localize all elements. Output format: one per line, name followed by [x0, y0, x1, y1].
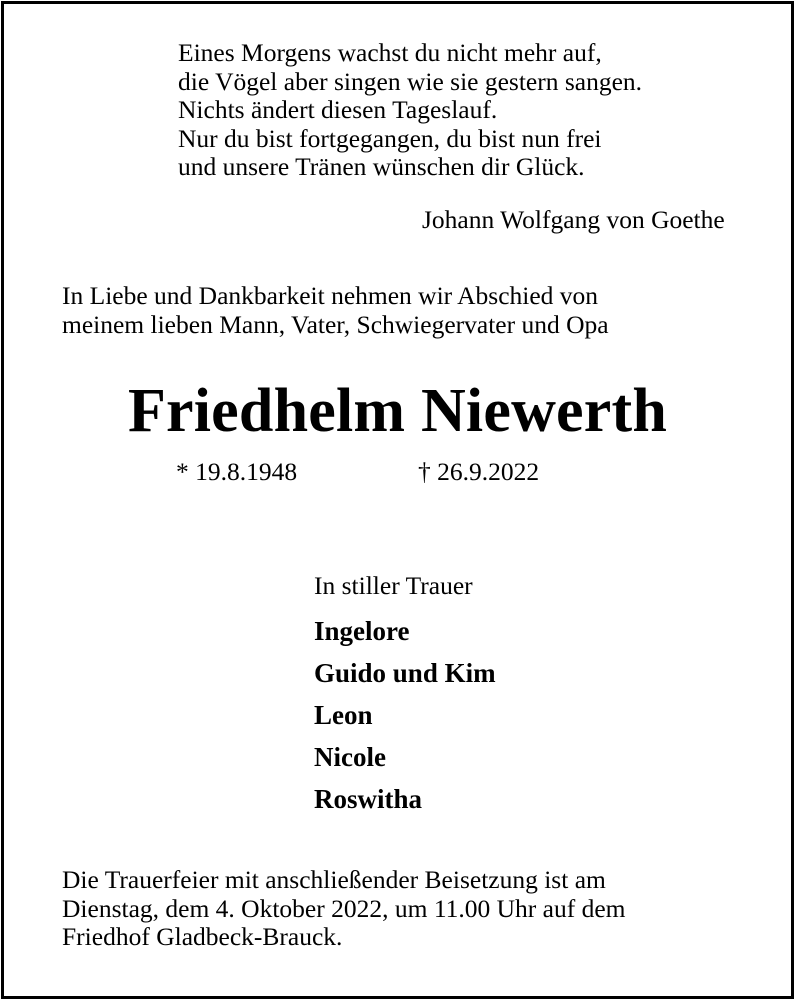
poem-line: Nichts ändert diesen Tageslauf. [178, 95, 498, 124]
poem-author: Johann Wolfgang von Goethe [422, 205, 725, 234]
poem-line: Nur du bist fortgegangen, du bist nun frei [178, 123, 602, 153]
death-date: † 26.9.2022 [418, 457, 540, 486]
funeral-line: Dienstag, dem 4. Oktober 2022, um 11.00 Uhr auf dem [62, 893, 626, 923]
mourner-name: Ingelore [314, 616, 410, 646]
mourner-name: Leon [314, 700, 373, 730]
funeral-line: Die Trauerfeier mit anschließender Beisetzung ist am [62, 865, 606, 894]
poem-line: Eines Morgens wachst du nicht mehr auf, [178, 38, 602, 67]
mourners-label: In stiller Trauer [314, 571, 473, 600]
mourner-name: Nicole [314, 742, 386, 772]
intro-text [62, 282, 609, 339]
intro-line: In Liebe und Dankbarkeit nehmen wir Abschied von [62, 281, 599, 310]
deceased-name: Friedhelm Niewerth [127, 377, 668, 445]
mourner-name: Roswitha [314, 784, 423, 814]
poem-line: die Vögel aber singen wie sie gestern sangen. [178, 66, 643, 96]
funeral-line: Friedhof Gladbeck-Brauck. [62, 922, 343, 951]
poem [178, 39, 642, 182]
funeral-info [62, 866, 626, 952]
poem-line: und unsere Tränen wünschen dir Glück. [178, 152, 585, 181]
birth-date: * 19.8.1948 [176, 457, 298, 486]
mourner-name: Guido und Kim [314, 658, 496, 688]
intro-line: meinem lieben Mann, Vater, Schwiegervater und Opa [62, 309, 609, 339]
